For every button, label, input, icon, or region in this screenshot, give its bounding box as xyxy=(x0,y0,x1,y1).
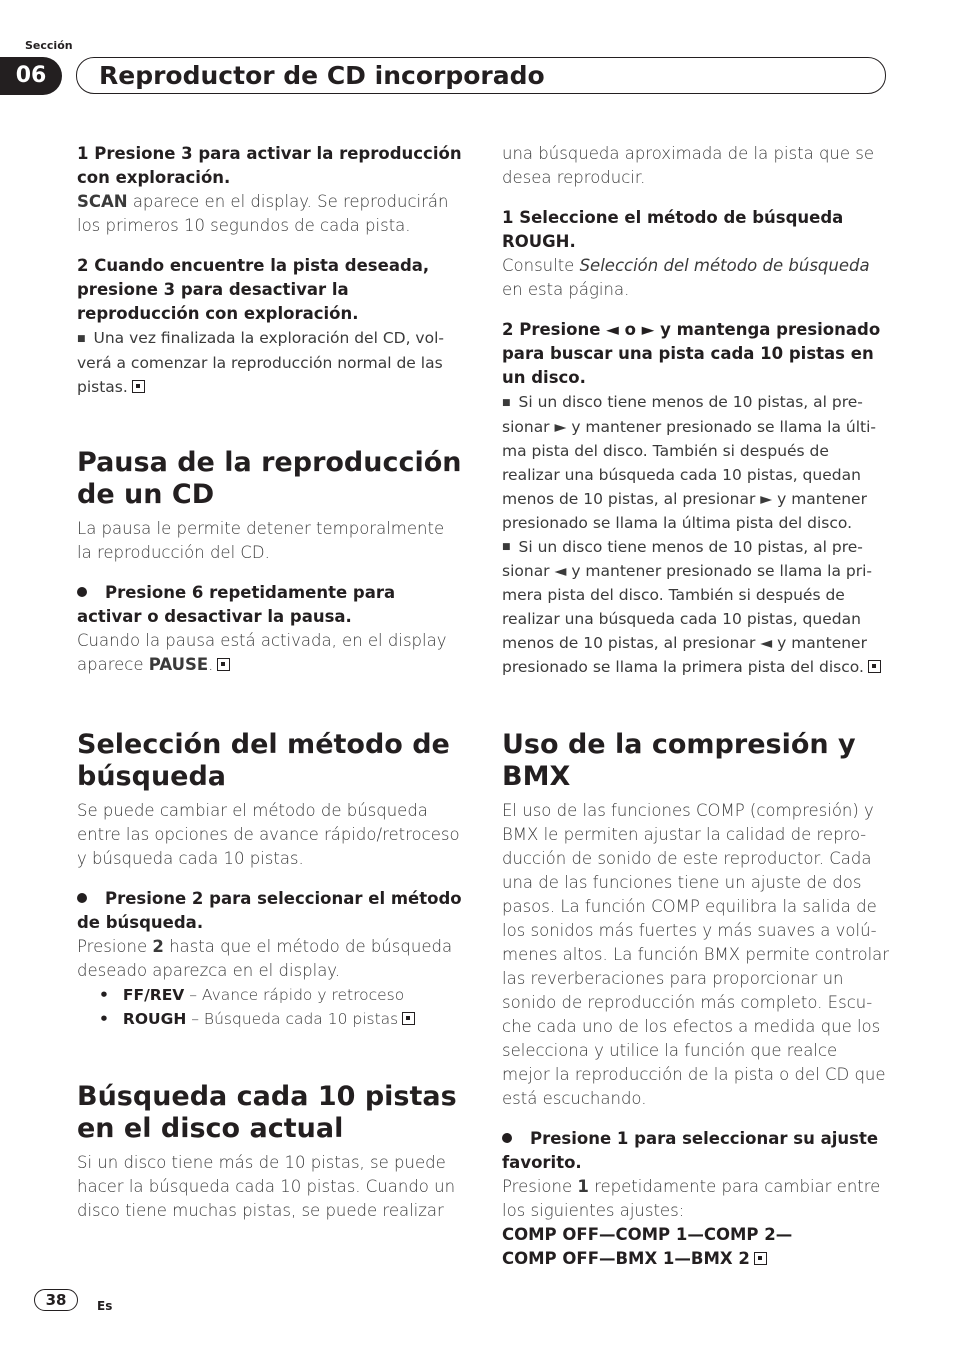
pause-body-end: . xyxy=(208,654,214,674)
comp-sequence-2 xyxy=(502,1247,890,1271)
compression-step-text: Presione 1 para seleccionar su ajuste favorito. xyxy=(502,1129,879,1172)
language-label: Es xyxy=(97,1299,113,1313)
search-body-text: Presione xyxy=(77,936,153,956)
step-bullet-icon xyxy=(502,1133,512,1143)
every10-continuation: una búsqueda aproximada de la pista que se desea reproducir. xyxy=(502,144,875,187)
compression-body xyxy=(502,1175,890,1223)
section-end-icon xyxy=(217,658,230,671)
step-bullet-icon xyxy=(77,893,87,903)
option-keyword: ROUGH xyxy=(122,1009,187,1028)
pause-step xyxy=(77,581,463,629)
option-keyword: FF/REV xyxy=(122,985,185,1004)
list-item xyxy=(99,1007,463,1031)
section-end-icon xyxy=(868,660,881,673)
search-options-list xyxy=(77,983,463,1031)
section-end-icon xyxy=(132,380,145,393)
step-1-end: en esta página. xyxy=(502,280,630,299)
pause-intro: La pausa le permite detener temporalmente la reproducción del CD. xyxy=(77,518,445,562)
every10-intro: Si un disco tiene más de 10 pistas, se puede hacer la búsqueda cada 10 pistas. Cuando un disco tiene muchas pistas, se puede realizar xyxy=(77,1152,456,1220)
step-bullet-icon xyxy=(77,587,87,597)
scan-step-1: 1 Presione 3 para activar la reproducción con exploración. xyxy=(77,144,462,187)
note-1-text: Si un disco tiene menos de 10 pistas, al presionar ► y mantener presionado se llama la última pista del disco. También si después de realizar una búsqueda cada 10 pistas, quedan menos de 10 pistas, al presionar ► y mantener presionado se llama la última pista del disco. xyxy=(502,393,876,532)
every10-note-2 xyxy=(502,535,890,680)
every10-note-1 xyxy=(502,390,890,535)
cross-reference: Selección del método de búsqueda xyxy=(579,256,870,275)
pause-body-text: Cuando la pausa está activada, en el display aparece xyxy=(77,630,447,674)
every10-step-1: 1 Seleccione el método de búsqueda ROUGH. xyxy=(502,208,844,251)
page-header-title: Reproductor de CD incorporado xyxy=(99,61,545,90)
scan-step-1-text: aparece en el display. Se reproducirán los primeros 10 segundos de cada pista. xyxy=(77,192,449,235)
compression-intro: El uso de las funciones COMP (compresión) y BMX le permiten ajustar la calidad de reproducción de sonido de este reproductor. Cada una de las funciones tiene un ajuste de dos pasos. La función COMP equilibra la salida de los sonidos más fuertes y más suaves a volúmenes altos. La función BMX permite controlar las reverberaciones para proporcionar un sonido de reproducción más completo. Escuche cada uno de los efectos a medida que los selecciona y utilice la función que realce mejor la reproducción de la pista o del CD que está escuchando. xyxy=(502,801,890,1108)
pause-heading: Pausa de la reproducción de un CD xyxy=(77,446,462,510)
every10-step-1-body xyxy=(502,254,890,302)
pause-body xyxy=(77,629,463,677)
section-number-tab: 06 xyxy=(0,57,62,95)
scan-note xyxy=(77,326,463,399)
right-column xyxy=(502,142,890,1271)
step-1-text: Consulte xyxy=(502,256,580,275)
pause-step-text: Presione 6 repetidamente para activar o desactivar la pausa. xyxy=(77,582,396,626)
pause-keyword: PAUSE xyxy=(148,654,209,674)
left-column xyxy=(77,142,463,1223)
compression-body-end: repetidamente para cambiar entre los siguientes ajustes: xyxy=(502,1177,881,1220)
search-keyword: 2 xyxy=(152,936,164,956)
search-method-step xyxy=(77,887,463,935)
note-2-text: Si un disco tiene menos de 10 pistas, al presionar ◄ y mantener presionado se llama la primera pista del disco. También si después de realizar una búsqueda cada 10 pistas, quedan menos de 10 pistas, al presionar ◄ y mantener presionado se llama la primera pista del disco. xyxy=(502,537,872,676)
note-square-icon: ■ xyxy=(502,397,511,408)
compression-body-text: Presione xyxy=(502,1177,578,1196)
note-square-icon: ■ xyxy=(77,333,86,344)
page-number: 38 xyxy=(34,1289,78,1311)
seccion-label: Sección xyxy=(25,39,73,52)
option-text: – Avance rápido y retroceso xyxy=(184,985,405,1004)
section-end-icon xyxy=(754,1252,767,1265)
scan-step-2: 2 Cuando encuentre la pista deseada, presione 3 para desactivar la reproducción con exploración. xyxy=(77,256,430,323)
compression-keyword: 1 xyxy=(577,1177,589,1196)
every10-step-2: 2 Presione ◄ o ► y mantenga presionado para buscar una pista cada 10 pistas en un disco. xyxy=(502,320,881,387)
search-method-heading: Selección del método de búsqueda xyxy=(77,728,450,792)
compression-step xyxy=(502,1127,890,1175)
search-method-intro: Se puede cambiar el método de búsqueda entre las opciones de avance rápido/retroceso y búsqueda cada 10 pistas. xyxy=(77,800,460,868)
search-body-end: hasta que el método de búsqueda deseado aparezca en el display. xyxy=(77,936,453,980)
search-method-step-text: Presione 2 para seleccionar el método de búsqueda. xyxy=(77,888,462,932)
note-square-icon: ■ xyxy=(502,542,511,552)
search-method-body xyxy=(77,935,463,983)
section-end-icon xyxy=(402,1012,415,1025)
option-text: – Búsqueda cada 10 pistas xyxy=(186,1009,399,1028)
every10-heading: Búsqueda cada 10 pistas en el disco actual xyxy=(77,1080,457,1144)
compression-heading: Uso de la compresión y BMX xyxy=(502,729,856,792)
comp-sequence-1: COMP OFF—COMP 1—COMP 2— xyxy=(502,1225,793,1244)
comp-sequence-2-text: COMP OFF—BMX 1—BMX 2 xyxy=(502,1249,750,1268)
scan-keyword: SCAN xyxy=(77,192,128,211)
list-item xyxy=(99,983,463,1007)
scan-note-text: Una vez finalizada la exploración del CD, volverá a comenzar la reproducción normal de las pistas. xyxy=(77,329,444,396)
scan-step-1-body xyxy=(77,190,463,238)
